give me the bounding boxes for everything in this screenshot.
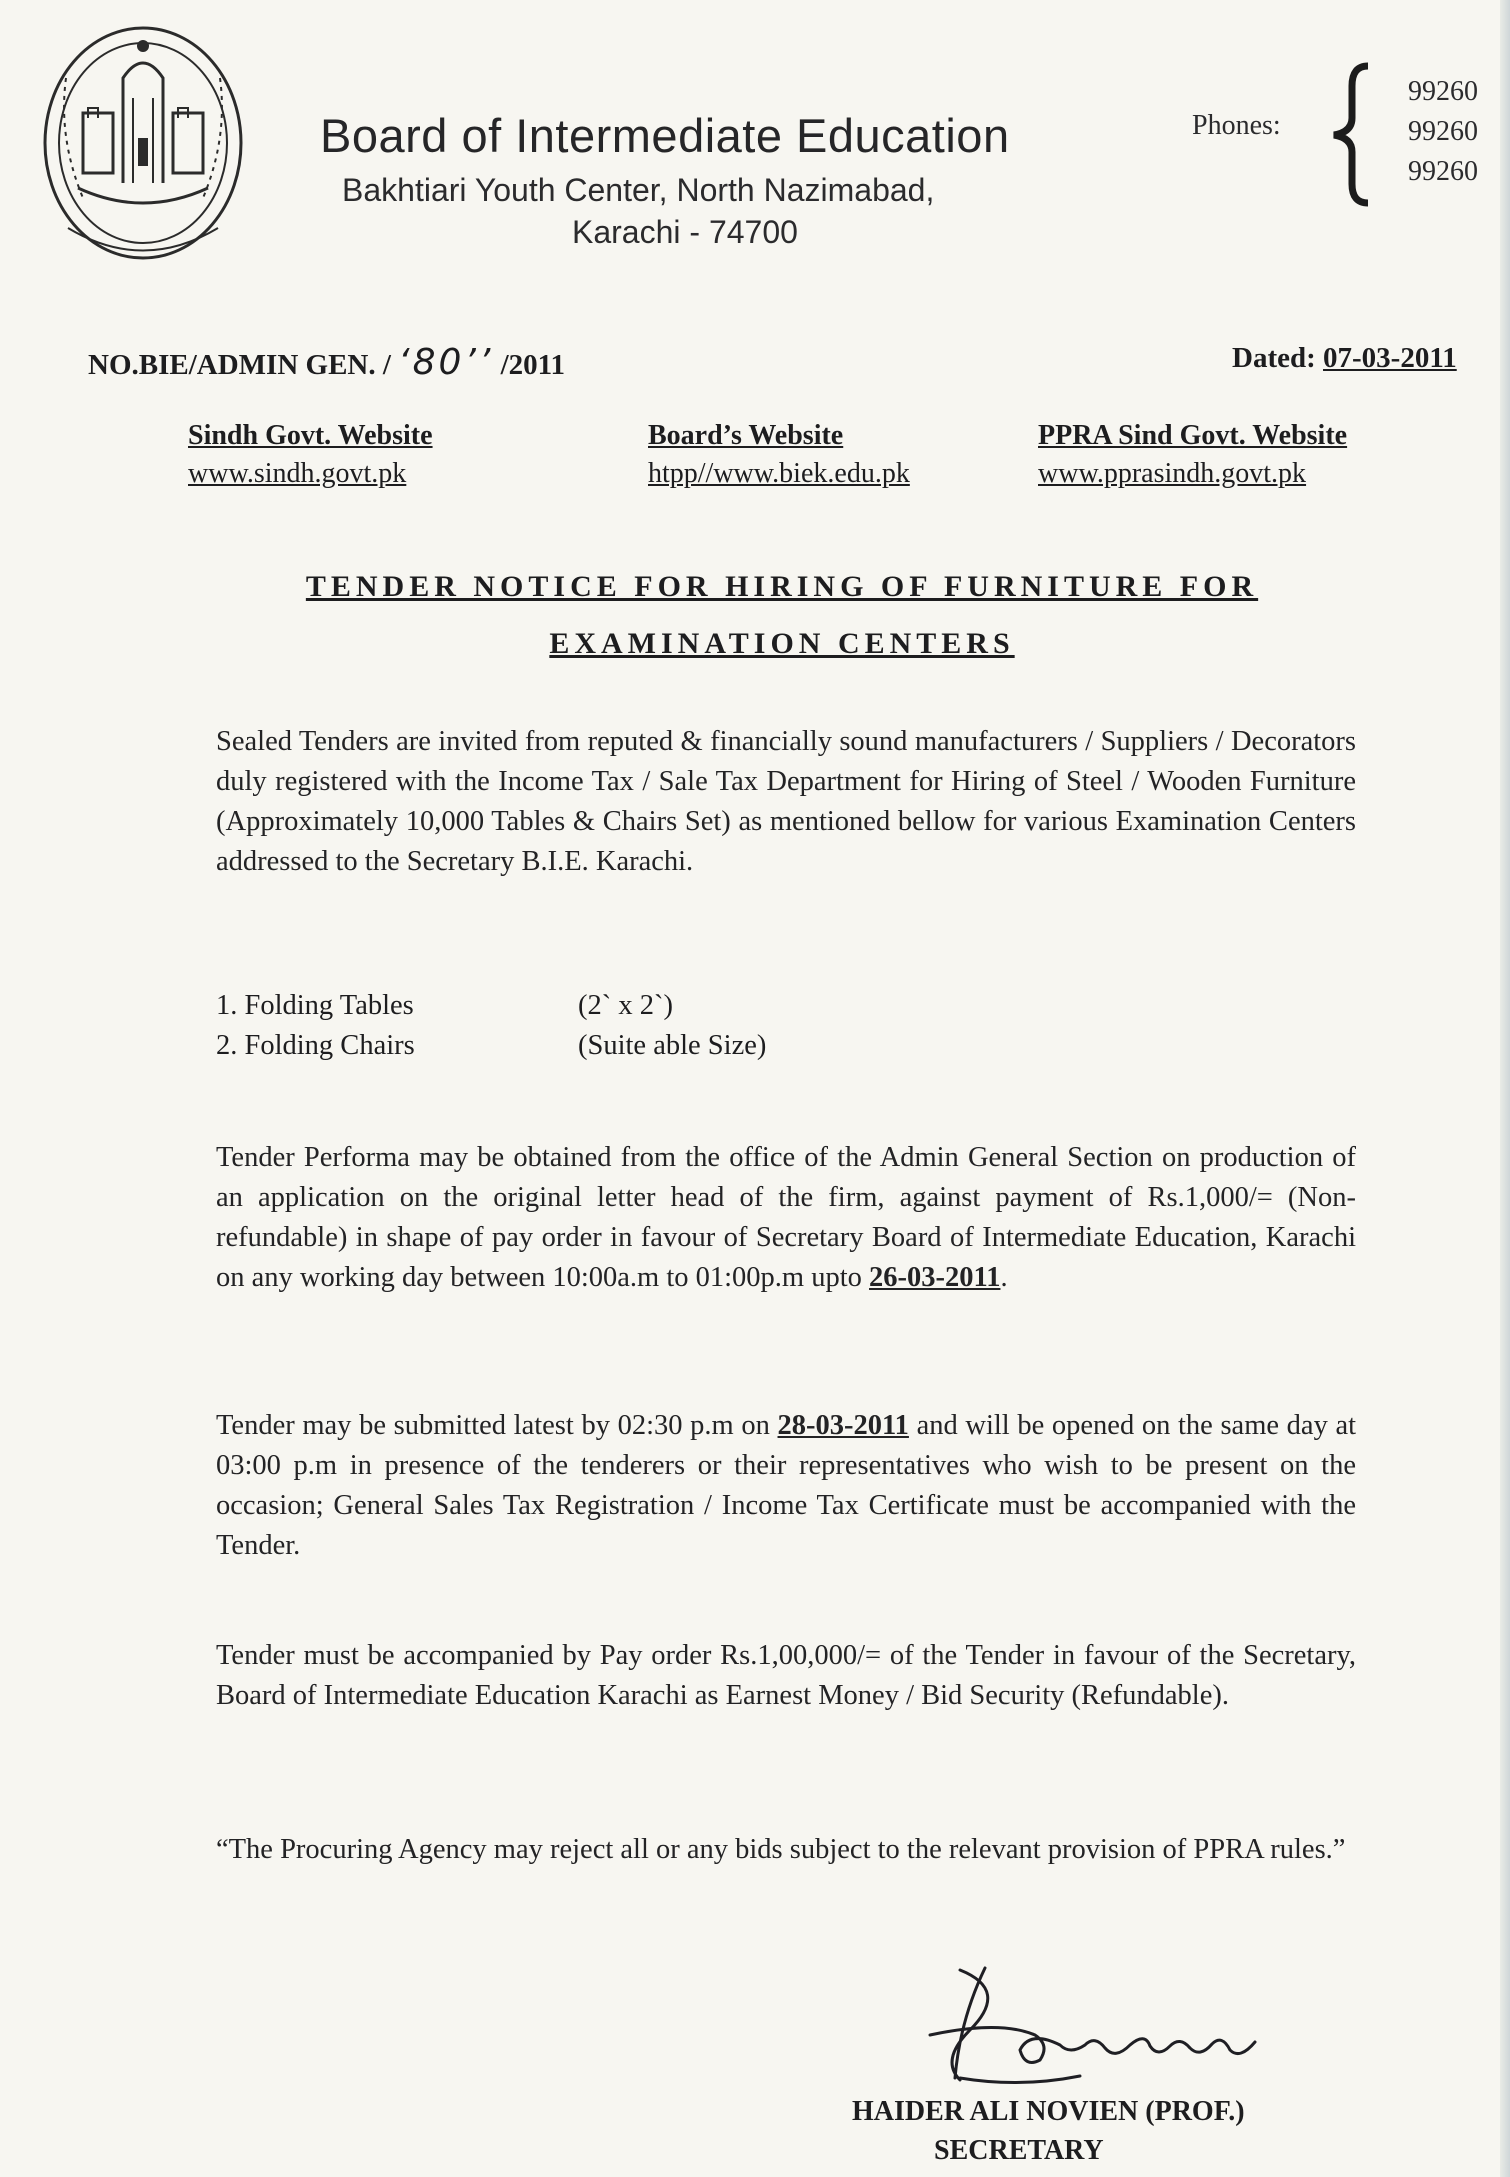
item-size: (2` x 2`) [578,990,673,1021]
item-size: (Suite able Size) [578,1030,767,1061]
website-sindh-govt [188,420,433,490]
phone-number-2: 99260 [1408,116,1478,147]
submission-paragraph [216,1406,1356,1566]
performa-text: Tender Performa may be obtained from the office of the Admin General Section on production of an application on the original letter head of the firm, against payment of Rs.1,000/= (Non-refundable) in shape of pay order in favour of Secretary Board of Intermediate Education, Karachi on any working day between 10:00a.m to 01:00p.m upto [216,1142,1356,1293]
submission-deadline: 28-03-2011 [777,1410,909,1441]
signatory-designation: SECRETARY [934,2135,1104,2166]
item-label: 1. Folding Tables [216,990,414,1021]
reference-suffix: /2011 [500,349,566,381]
performa-paragraph: Tender Performa may be obtained from the office of the Admin General Section on production of an application on the original letter head of the firm, against payment of Rs.1,000/= (Non-refundable) in shape of pay order in favour of Secretary Board of Intermediate Education, Karachi on any working day between 10:00a.m to 01:00p.m upto 26-03-2011. [216,1142,1356,1293]
website-ppra [1038,420,1347,490]
list-item [216,990,673,1022]
curly-brace [1326,62,1376,207]
website-url[interactable]: www.pprasindh.govt.pk [1038,458,1307,489]
security-paragraph: Tender must be accompanied by Pay order Rs.1,00,000/= of the Tender in favour of the Secretary, Board of Intermediate Education Karachi as Earnest Money / Bid Security (Refundable). [216,1640,1356,1711]
notice-title-line-1: TENDER NOTICE FOR HIRING OF FURNITURE FOR [305,570,1259,603]
reference-handwritten-number: ‘80’’ [398,342,494,383]
board-address: Bakhtiari Youth Center, North Nazimabad, [342,172,935,208]
board-city: Karachi - 74700 [572,214,798,250]
list-item [216,1030,766,1062]
intro-paragraph: Sealed Tenders are invited from reputed & financially sound manufacturers / Suppliers / Decorators duly registered with the Income Tax / Sale Tax Department for Hiring of Steel / Wooden Furniture (Approximately 10,000 Tables & Chairs Set) as mentioned bellow for various Examination Centers addressed to the Secretary B.I.E. Karachi. [216,726,1356,877]
dated-label: Dated: [1232,342,1316,374]
phones-label: Phones: [1192,110,1281,141]
submission-text-after: and will be opened on the same day at 03:00 p.m in presence of the tenderers or their representatives who wish to be present on the occasion; General Sales Tax Registration / Income Tax Certificate must be accompanied with the Tender. [216,1410,1357,1561]
submission-text-before: Tender may be submitted latest by 02:30 p.m on [216,1410,770,1441]
dated-value: 07-03-2011 [1323,342,1457,374]
website-board [648,420,910,490]
website-label: Sindh Govt. Website [188,420,433,451]
phone-number-1: 99260 [1408,76,1478,107]
item-label: 2. Folding Chairs [216,1030,415,1061]
board-seal-logo [38,18,248,268]
page-edge [1500,0,1510,2177]
website-label: PPRA Sind Govt. Website [1038,420,1348,451]
website-url[interactable]: www.sindh.govt.pk [188,458,407,489]
website-url[interactable]: htpp//www.biek.edu.pk [648,458,910,489]
notice-title-line-2: EXAMINATION CENTERS [549,627,1015,660]
phone-number-3: 99260 [1408,156,1478,187]
signatory-name: HAIDER ALI NOVIEN (PROF.) [852,2096,1245,2127]
reference-prefix: NO.BIE/ADMIN GEN. / [88,349,391,381]
dated-line [1232,342,1457,375]
ppra-quote: “The Procuring Agency may reject all or any bids subject to the relevant provision of PPRA rules.” [216,1834,1346,1865]
website-label: Board’s Website [648,420,844,451]
board-title: Board of Intermediate Education [320,109,1010,162]
handwritten-signature [900,1950,1300,2090]
reference-number [88,342,565,383]
performa-deadline: 26-03-2011 [869,1262,1001,1293]
